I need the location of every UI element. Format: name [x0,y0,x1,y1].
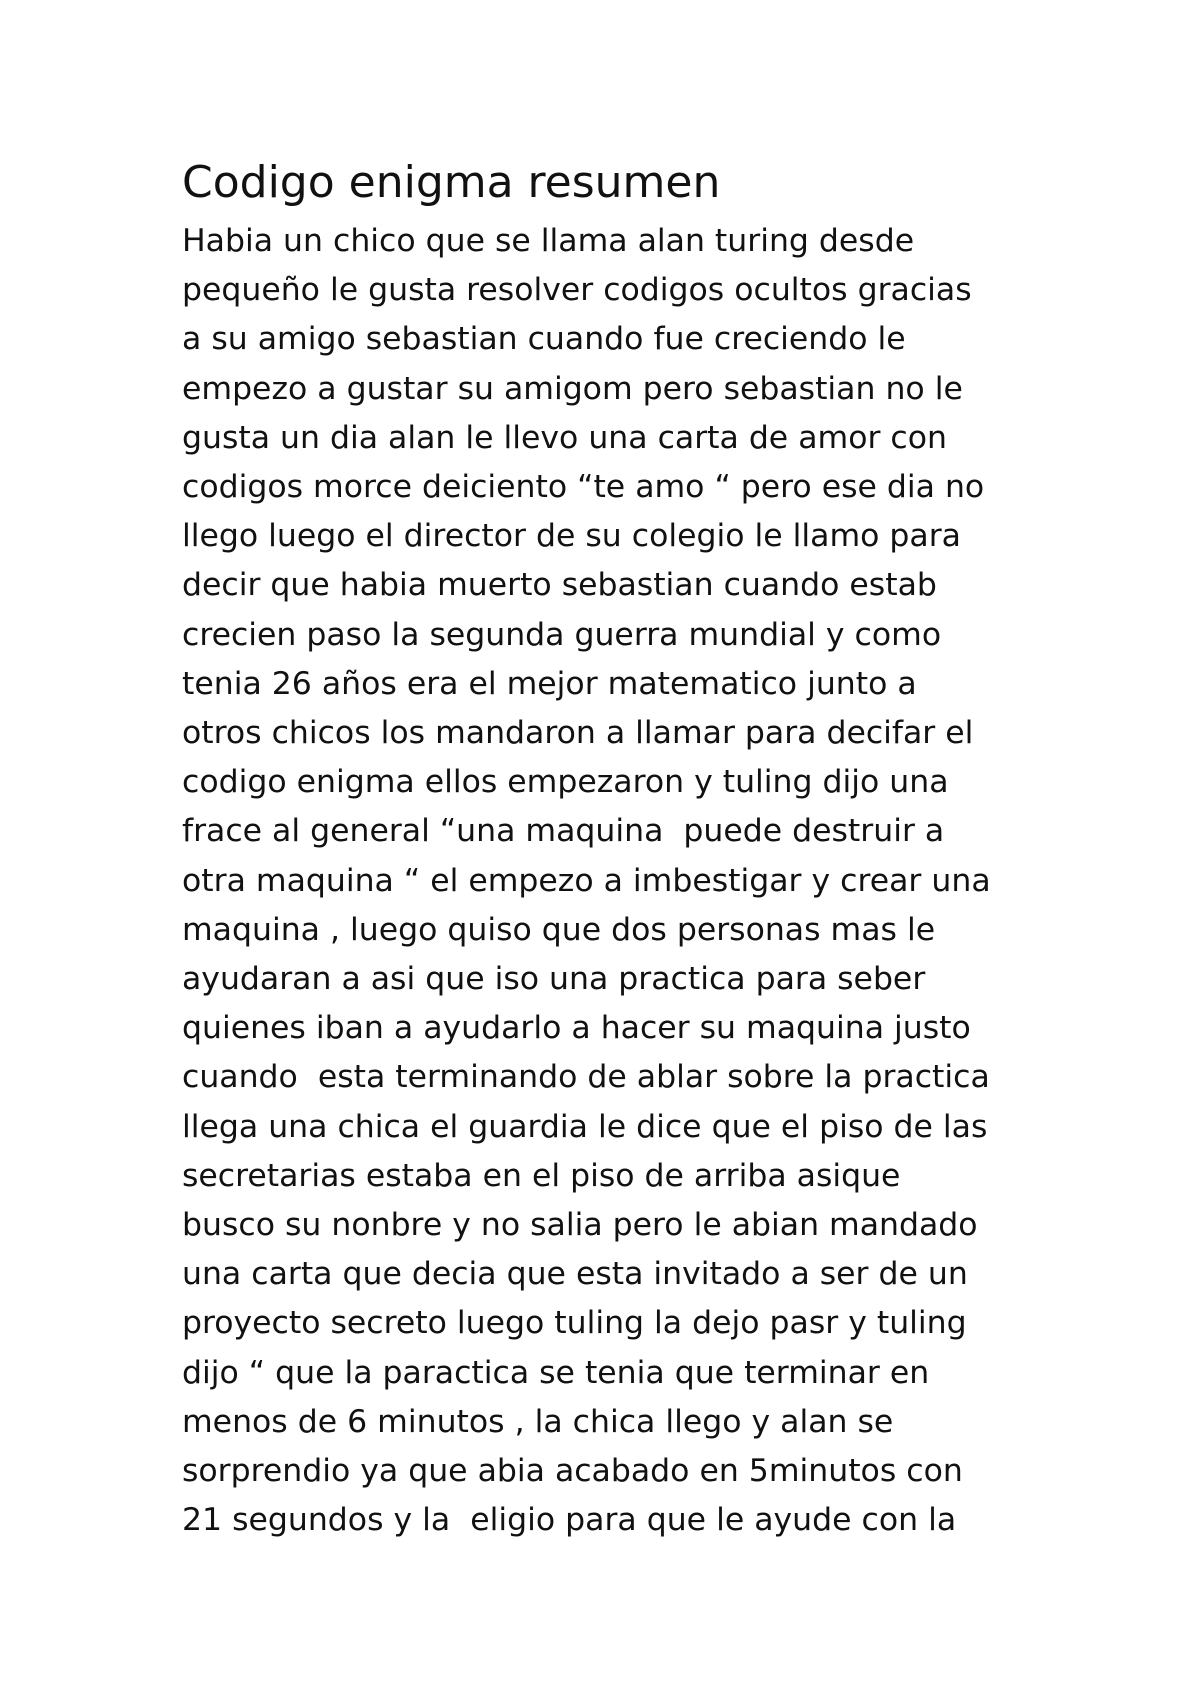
body-line: cuando esta terminando de ablar sobre la practica [182,1059,990,1096]
body-line: codigos morce deiciento “te amo “ pero ese dia no [182,469,985,506]
body-line: empezo a gustar su amigom pero sebastian no le [182,370,963,407]
body-line: frace al general “una maquina puede destruir a [182,813,945,850]
body-line: secretarias estaba en el piso de arriba asique [182,1157,901,1194]
body-line: proyecto secreto luego tuling la dejo pasr y tuling [182,1305,967,1342]
body-line: codigo enigma ellos empezaron y tuling dijo una [182,764,949,801]
body-line: pequeño le gusta resolver codigos ocultos gracias [182,272,972,309]
body-line: Habia un chico que se llama alan turing desde [182,223,915,259]
body-line: otros chicos los mandaron a llamar para decifar el [182,715,974,752]
body-line: crecien paso la segunda guerra mundial y como [182,616,942,653]
body-line: menos de 6 minutos , la chica llego y alan se [182,1403,894,1440]
document-body [182,217,1062,1545]
body-line: maquina , luego quiso que dos personas mas le [182,911,936,948]
body-line: llego luego el director de su colegio le llamo para [182,518,961,555]
body-line: ayudaran a asi que iso una practica para seber [182,961,926,998]
body-line: llega una chica el guardia le dice que el piso de las [182,1108,988,1145]
body-line: dijo “ que la paractica se tenia que terminar en [182,1354,930,1391]
body-line: otra maquina “ el empezo a imbestigar y crear una [182,862,991,899]
body-line: 21 segundos y la eligio para que le ayude con la [182,1502,957,1539]
body-line: quienes iban a ayudarlo a hacer su maquina justo [182,1010,971,1047]
body-line: tenia 26 años era el mejor matematico junto a [182,665,917,702]
body-line: a su amigo sebastian cuando fue creciendo le [182,321,906,358]
body-line: gusta un dia alan le llevo una carta de amor con [182,419,947,456]
body-line: sorprendio ya que abia acabado en 5minutos con [182,1453,963,1490]
document-title: Codigo enigma resumen [182,157,721,208]
body-line: una carta que decia que esta invitado a ser de un [182,1256,968,1293]
body-line: decir que habia muerto sebastian cuando estab [182,567,937,604]
body-line: busco su nonbre y no salia pero le abian mandado [182,1207,978,1244]
